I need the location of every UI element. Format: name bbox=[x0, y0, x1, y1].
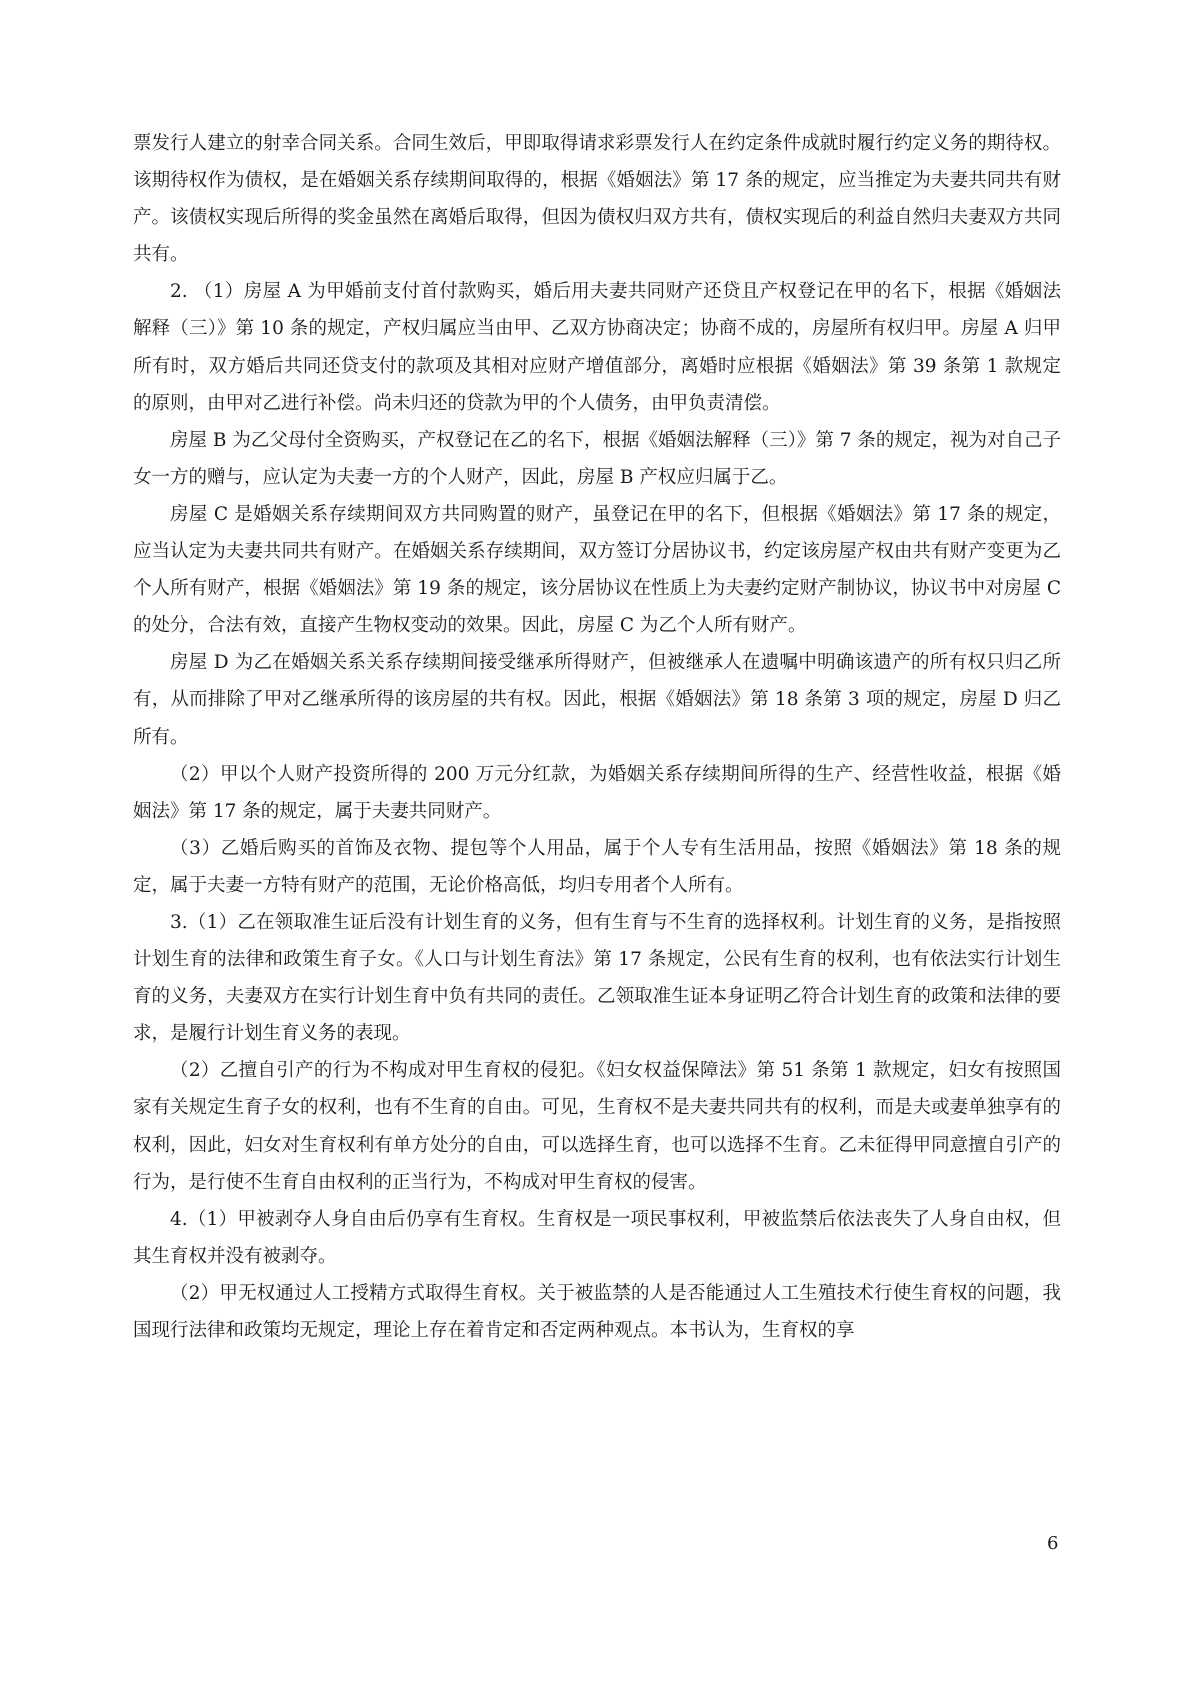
paragraph-1: 票发行人建立的射幸合同关系。合同生效后，甲即取得请求彩票发行人在约定条件成就时履行约定义务的期待权。该期待权作为债权，是在婚姻关系存续期间取得的，根据《婚姻法》第 17 条的规定，应当推定为夫妻共同共有财产。该债权实现后所得的奖金虽然在离婚后取得，但因为债权归双方共有，债权实现后的利益自然归夫妻双方共同共有。 bbox=[133, 133, 1061, 266]
paragraph-6: （2）甲以个人财产投资所得的 200 万元分红款，为婚姻关系存续期间所得的生产、经营性收益，根据《婚姻法》第 17 条的规定，属于夫妻共同财产。 bbox=[133, 763, 1061, 822]
paragraph-9: （2）乙擅自引产的行为不构成对甲生育权的侵犯。《妇女权益保障法》第 51 条第 1 款规定，妇女有按照国家有关规定生育子女的权利，也有不生育的自由。可见，生育权不是夫妻共同共有的权利，而是夫或妻单独享有的权利，因此，妇女对生育权利有单方处分的自由，可以选择生育，也可以选择不生育。乙未征得甲同意擅自引产的行为，是行使不生育自由权利的正当行为，不构成对甲生育权的侵害。 bbox=[133, 1060, 1061, 1193]
paragraph-2: 2. （1）房屋 A 为甲婚前支付首付款购买，婚后用夫妻共同财产还贷且产权登记在甲的名下，根据《婚姻法解释（三）》第 10 条的规定，产权归属应当由甲、乙双方协商决定；协商不成的，房屋所有权归甲。房屋 A 归甲所有时，双方婚后共同还贷支付的款项及其相对应财产增值部分，离婚时应根据《婚姻法》第 39 条第 1 款规定的原则，由甲对乙进行补偿。尚未归还的贷款为甲的个人债务，由甲负责清偿。 bbox=[133, 281, 1061, 414]
paragraph-4: 房屋 C 是婚姻关系存续期间双方共同购置的财产，虽登记在甲的名下，但根据《婚姻法》第 17 条的规定，应当认定为夫妻共同共有财产。在婚姻关系存续期间，双方签订分居协议书，约定该房屋产权由共有财产变更为乙个人所有财产，根据《婚姻法》第 19 条的规定，该分居协议在性质上为夫妻约定财产制协议，协议书中对房屋 C 的处分，合法有效，直接产生物权变动的效果。因此，房屋 C 为乙个人所有财产。 bbox=[133, 503, 1061, 637]
page-number: 6 bbox=[1047, 1533, 1059, 1554]
paragraph-7: （3）乙婚后购买的首饰及衣物、提包等个人用品，属于个人专有生活用品，按照《婚姻法》第 18 条的规定，属于夫妻一方特有财产的范围，无论价格高低，均归专用者个人所有。 bbox=[133, 837, 1061, 896]
document-body bbox=[133, 125, 1061, 1349]
paragraph-5: 房屋 D 为乙在婚姻关系关系存续期间接受继承所得财产，但被继承人在遗嘱中明确该遗产的所有权只归乙所有，从而排除了甲对乙继承所得的该房屋的共有权。因此，根据《婚姻法》第 18 条第 3 项的规定，房屋 D 归乙所有。 bbox=[133, 652, 1061, 748]
paragraph-11: （2）甲无权通过人工授精方式取得生育权。关于被监禁的人是否能通过人工生殖技术行使生育权的问题，我国现行法律和政策均无规定，理论上存在着肯定和否定两种观点。本书认为，生育权的享 bbox=[133, 1282, 1061, 1341]
paragraph-3: 房屋 B 为乙父母付全资购买，产权登记在乙的名下，根据《婚姻法解释（三）》第 7 条的规定，视为对自己子女一方的赠与，应认定为夫妻一方的个人财产，因此，房屋 B 产权应归属于乙。 bbox=[133, 429, 1061, 488]
paragraph-8: 3.（1）乙在领取准生证后没有计划生育的义务，但有生育与不生育的选择权利。计划生育的义务，是指按照计划生育的法律和政策生育子女。《人口与计划生育法》第 17 条规定，公民有生育的权利，也有依法实行计划生育的义务，夫妻双方在实行计划生育中负有共同的责任。乙领取准生证本身证明乙符合计划生育的政策和法律的要求，是履行计划生育义务的表现。 bbox=[133, 911, 1061, 1045]
paragraph-10: 4.（1）甲被剥夺人身自由后仍享有生育权。生育权是一项民事权利，甲被监禁后依法丧失了人身自由权，但其生育权并没有被剥夺。 bbox=[133, 1208, 1061, 1267]
